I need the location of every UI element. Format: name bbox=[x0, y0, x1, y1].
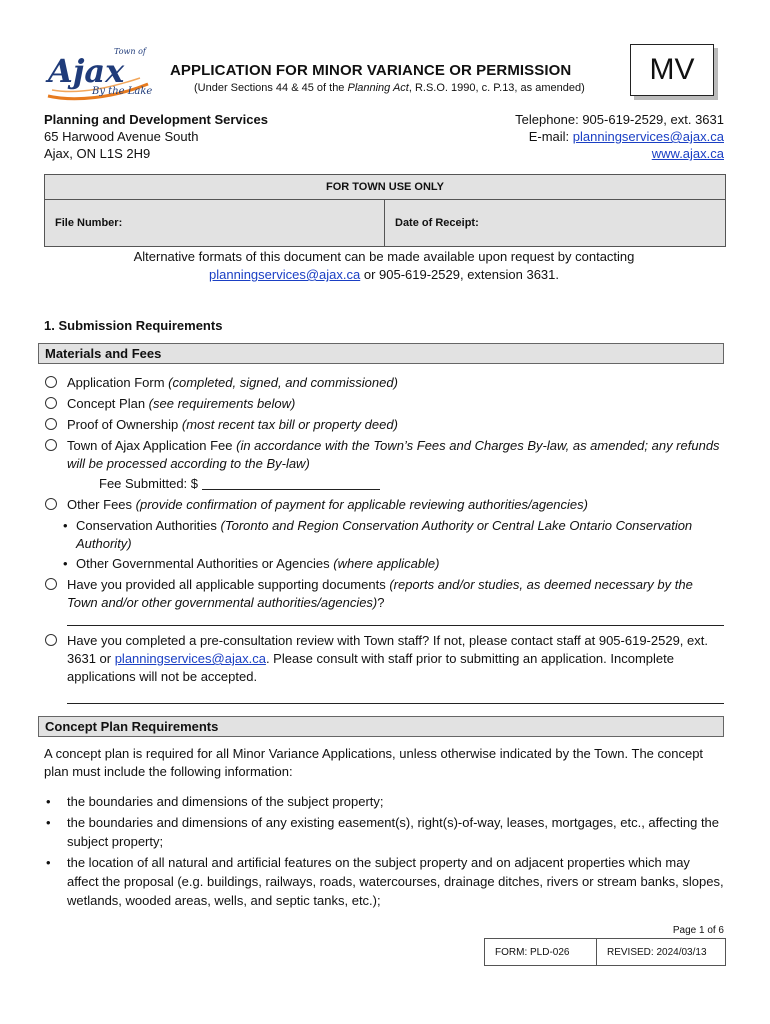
section-1-heading: 1. Submission Requirements bbox=[44, 318, 223, 333]
radio-circle[interactable] bbox=[45, 376, 57, 388]
fee-submitted-line: Fee Submitted: $ bbox=[44, 475, 724, 493]
town-logo bbox=[44, 44, 156, 102]
requirements-checklist bbox=[44, 374, 724, 615]
file-number-field: File Number: bbox=[45, 200, 385, 246]
revised-date: REVISED: 2024/03/13 bbox=[607, 946, 707, 958]
radio-circle[interactable] bbox=[45, 418, 57, 430]
preconsult-item: Have you completed a pre-consultation review with Town staff? If not, please contact staff at 905-619-2529, ext. 3631 or planningservices@ajax.ca. Please consult with staff prior to submitting an application. Incomplete applications will not be accepted. bbox=[44, 632, 724, 686]
alternative-formats-note: Alternative formats of this document can be made available upon request by contacting planningservices@ajax.ca or 905-619-2529, extension 3631. bbox=[133, 249, 635, 282]
radio-circle[interactable] bbox=[45, 498, 57, 510]
address-line-1: 65 Harwood Avenue South bbox=[44, 129, 199, 144]
checklist-item: Other Fees (provide confirmation of payment for applicable reviewing authorities/agencies) bbox=[44, 496, 724, 514]
department-name: Planning and Development Services bbox=[44, 112, 268, 127]
alt-email-link[interactable]: planningservices@ajax.ca bbox=[209, 267, 361, 282]
sub-item: • Conservation Authorities (Toronto and Region Conservation Authority or Central Lake Ontario Conservation Authority) bbox=[63, 518, 693, 551]
radio-circle[interactable] bbox=[45, 634, 57, 646]
form-number: FORM: PLD-026 bbox=[485, 939, 597, 965]
list-item: • the location of all natural and artificial features on the subject property and on adjacent properties which may affect the proposal (e.g. buildings, railways, roads, watercourses, drainage ditches, rivers or stream banks, slopes, wetlands, wooded areas, wells, and septic tanks, etc.); bbox=[46, 855, 724, 908]
town-use-box bbox=[44, 174, 726, 247]
radio-circle[interactable] bbox=[45, 578, 57, 590]
radio-circle[interactable] bbox=[45, 397, 57, 409]
form-subtitle: (Under Sections 44 & 45 of the Planning Act, R.S.O. 1990, c. P.13, as amended) bbox=[194, 82, 585, 94]
checklist-item: Application Form (completed, signed, and commissioned) bbox=[44, 374, 724, 392]
checklist-item: Town of Ajax Application Fee (in accordance with the Town’s Fees and Charges By-law, as amended; any refunds will be processed according to the By-law) bbox=[44, 437, 724, 473]
concept-intro: A concept plan is required for all Minor Variance Applications, unless otherwise indicated by the Town. The concept plan must include the following information: bbox=[44, 746, 704, 779]
department-address bbox=[44, 111, 268, 162]
phone: Telephone: 905-619-2529, ext. 3631 bbox=[515, 112, 724, 127]
email-link[interactable]: planningservices@ajax.ca bbox=[572, 129, 724, 144]
logo-name: Ajax bbox=[48, 52, 125, 90]
checklist-item: Have you provided all applicable supporting documents (reports and/or studies, as deemed necessary by the Town and/or other governmental authorities/agencies)? bbox=[44, 576, 724, 612]
list-item: • the boundaries and dimensions of the subject property; bbox=[46, 794, 384, 809]
form-title: APPLICATION FOR MINOR VARIANCE OR PERMISSION bbox=[170, 62, 572, 79]
form-code-box: MV bbox=[630, 44, 714, 96]
sub-item: • Other Governmental Authorities or Agencies (where applicable) bbox=[63, 556, 440, 571]
form-footer bbox=[484, 938, 726, 966]
contact-info: Telephone: 905-619-2529, ext. 3631 E-mail: planningservices@ajax.ca www.ajax.ca bbox=[515, 112, 724, 161]
list-item: • the boundaries and dimensions of any existing easement(s), right(s)-of-way, leases, mortgages, etc., affecting the subject property; bbox=[46, 815, 720, 849]
logo-tagline: By the Lake bbox=[92, 86, 153, 97]
preconsult-email-link[interactable]: planningservices@ajax.ca bbox=[114, 651, 266, 666]
materials-fees-heading: Materials and Fees bbox=[38, 343, 724, 364]
fee-input[interactable] bbox=[202, 476, 380, 490]
answer-line[interactable] bbox=[67, 703, 724, 704]
address-line-2: Ajax, ON L1S 2H9 bbox=[44, 146, 151, 161]
checklist-item: Proof of Ownership (most recent tax bill or property deed) bbox=[44, 416, 724, 434]
radio-circle[interactable] bbox=[45, 439, 57, 451]
checklist-item: Concept Plan (see requirements below) bbox=[44, 395, 724, 413]
logo-town-of: Town of bbox=[114, 47, 146, 56]
concept-plan-heading: Concept Plan Requirements bbox=[38, 716, 724, 737]
website-link[interactable]: www.ajax.ca bbox=[651, 146, 724, 161]
concept-requirements-list bbox=[44, 792, 724, 912]
date-receipt-field: Date of Receipt: bbox=[395, 217, 479, 229]
town-use-heading: FOR TOWN USE ONLY bbox=[45, 175, 725, 200]
page-number: Page 1 of 6 bbox=[672, 925, 724, 936]
answer-line[interactable] bbox=[67, 625, 724, 626]
